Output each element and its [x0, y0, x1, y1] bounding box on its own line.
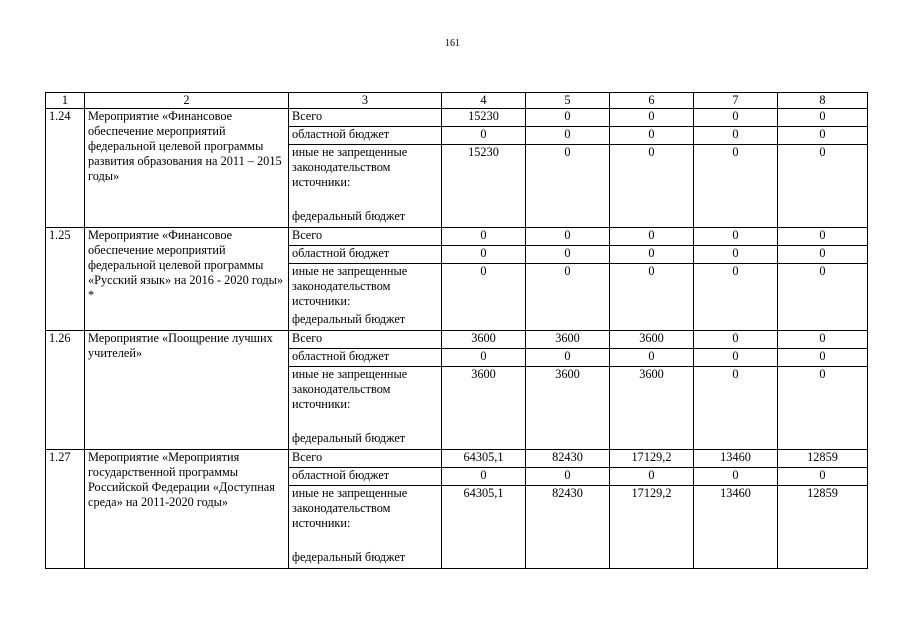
value-cell: 0	[610, 468, 694, 486]
source-label: иные не запрещенные законодательством источники:	[292, 367, 408, 411]
source-label: федеральный бюджет	[292, 431, 406, 445]
value-cell: 15230	[442, 145, 526, 228]
value-cell: 17129,2	[610, 486, 694, 569]
header-cell: 5	[526, 93, 610, 109]
header-cell: 3	[289, 93, 442, 109]
activity-name: Мероприятие «Финансовое обеспечение мероприятий федеральной целевой программы «Русский язык» на 2016 - 2020 годы» *	[85, 228, 289, 331]
value-cell: 0	[694, 468, 778, 486]
value-cell: 0	[778, 264, 868, 331]
value-cell: 0	[526, 127, 610, 145]
header-cell: 7	[694, 93, 778, 109]
value-cell: 0	[778, 331, 868, 349]
value-cell: 0	[526, 228, 610, 246]
value-cell: 12859	[778, 450, 868, 468]
value-cell: 0	[442, 127, 526, 145]
value-cell: 0	[610, 246, 694, 264]
value-cell: 0	[526, 349, 610, 367]
value-cell: 82430	[526, 450, 610, 468]
source-label: областной бюджет	[289, 127, 442, 145]
value-cell: 13460	[694, 486, 778, 569]
activity-name: Мероприятие «Поощрение лучших учителей»	[85, 331, 289, 450]
value-cell: 0	[442, 228, 526, 246]
value-cell: 0	[526, 468, 610, 486]
value-cell: 0	[778, 468, 868, 486]
value-cell: 0	[694, 109, 778, 127]
value-cell: 3600	[442, 367, 526, 450]
source-label-cell	[289, 145, 442, 228]
value-cell: 0	[610, 228, 694, 246]
source-label: областной бюджет	[289, 246, 442, 264]
value-cell: 0	[610, 127, 694, 145]
source-label: федеральный бюджет	[292, 209, 406, 223]
source-label: Всего	[289, 331, 442, 349]
value-cell: 3600	[526, 331, 610, 349]
header-row	[46, 93, 868, 109]
value-cell: 0	[694, 127, 778, 145]
table-row	[46, 109, 868, 127]
value-cell: 64305,1	[442, 450, 526, 468]
value-cell: 0	[442, 264, 526, 331]
activity-name: Мероприятие «Мероприятия государственной программы Российской Федерации «Доступная среда» на 2011-2020 годы»	[85, 450, 289, 569]
source-label: областной бюджет	[289, 349, 442, 367]
value-cell: 0	[526, 264, 610, 331]
value-cell: 0	[442, 349, 526, 367]
row-number: 1.25	[46, 228, 85, 331]
source-label: иные не запрещенные законодательством источники:	[292, 486, 408, 530]
row-number: 1.24	[46, 109, 85, 228]
value-cell: 15230	[442, 109, 526, 127]
value-cell: 3600	[442, 331, 526, 349]
header-cell: 6	[610, 93, 694, 109]
value-cell: 0	[778, 127, 868, 145]
header-cell: 8	[778, 93, 868, 109]
source-label-cell	[289, 486, 442, 569]
value-cell: 3600	[610, 331, 694, 349]
activity-name: Мероприятие «Финансовое обеспечение мероприятий федеральной целевой программы развития образования на 2011 – 2015 годы»	[85, 109, 289, 228]
table-row	[46, 450, 868, 468]
value-cell: 0	[610, 145, 694, 228]
source-label: иные не запрещенные законодательством источники:	[292, 264, 408, 308]
source-label: Всего	[289, 450, 442, 468]
value-cell: 0	[526, 145, 610, 228]
value-cell: 13460	[694, 450, 778, 468]
page-number: 161	[445, 38, 460, 49]
row-number: 1.27	[46, 450, 85, 569]
value-cell: 0	[778, 349, 868, 367]
value-cell: 82430	[526, 486, 610, 569]
value-cell: 0	[442, 246, 526, 264]
table-row	[46, 331, 868, 349]
source-label: федеральный бюджет	[292, 550, 406, 564]
row-number: 1.26	[46, 331, 85, 450]
source-label: федеральный бюджет	[292, 312, 406, 326]
value-cell: 0	[694, 145, 778, 228]
source-label: Всего	[289, 109, 442, 127]
value-cell: 64305,1	[442, 486, 526, 569]
value-cell: 12859	[778, 486, 868, 569]
source-label: Всего	[289, 228, 442, 246]
value-cell: 0	[778, 109, 868, 127]
value-cell: 0	[610, 264, 694, 331]
value-cell: 0	[694, 331, 778, 349]
budget-table	[45, 92, 868, 569]
value-cell: 0	[694, 246, 778, 264]
value-cell: 0	[778, 228, 868, 246]
value-cell: 0	[694, 264, 778, 331]
value-cell: 0	[526, 246, 610, 264]
source-label: областной бюджет	[289, 468, 442, 486]
header-cell: 1	[46, 93, 85, 109]
header-cell: 2	[85, 93, 289, 109]
value-cell: 0	[610, 349, 694, 367]
table-row	[46, 228, 868, 246]
source-label-cell	[289, 367, 442, 450]
value-cell: 0	[778, 246, 868, 264]
value-cell: 0	[778, 367, 868, 450]
value-cell: 0	[442, 468, 526, 486]
value-cell: 0	[694, 228, 778, 246]
value-cell: 0	[694, 349, 778, 367]
value-cell: 17129,2	[610, 450, 694, 468]
header-cell: 4	[442, 93, 526, 109]
source-label-cell	[289, 264, 442, 331]
value-cell: 0	[610, 109, 694, 127]
value-cell: 0	[778, 145, 868, 228]
value-cell: 0	[526, 109, 610, 127]
source-label: иные не запрещенные законодательством источники:	[292, 145, 408, 189]
value-cell: 3600	[610, 367, 694, 450]
value-cell: 0	[694, 367, 778, 450]
value-cell: 3600	[526, 367, 610, 450]
